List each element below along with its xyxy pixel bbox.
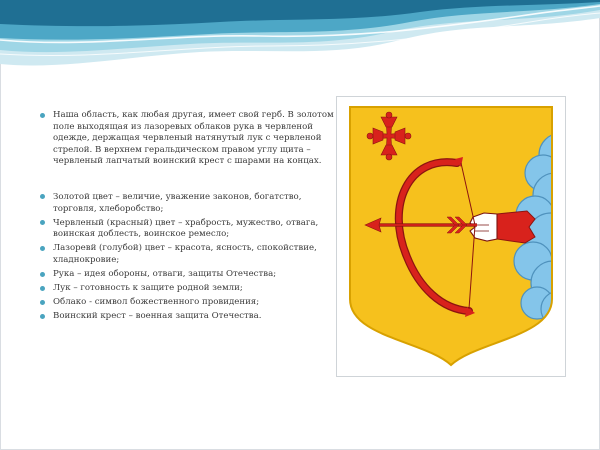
bullet-icon bbox=[40, 300, 45, 305]
bullet-icon bbox=[40, 286, 45, 291]
list-item: Облако - символ божественного провидения; bbox=[38, 297, 338, 309]
coat-of-arms-frame bbox=[336, 96, 566, 377]
bullet-list bbox=[38, 110, 338, 323]
bullet-icon bbox=[40, 272, 45, 277]
bullet-icon bbox=[40, 113, 45, 118]
bullet-icon bbox=[40, 246, 45, 251]
bullet-icon bbox=[40, 314, 45, 319]
list-item: Золотой цвет – величие, уважение законов, богатство, торговля, хлеборобство; bbox=[38, 192, 338, 215]
list-item: Лук – готовность к защите родной земли; bbox=[38, 283, 338, 295]
decorative-waves bbox=[0, 0, 600, 80]
list-item: Наша область, как любая другая, имеет свой герб. В золотом поле выходящая из лазоревых облаков рука в червленой одежде, держащая червленый натянутый лук с червленой стрелой. В верхнем геральдическом правом углу щита – червленый лапчатый воинский крест с шарами на концах. bbox=[38, 110, 338, 168]
list-item: Воинский крест – военная защита Отечества. bbox=[38, 311, 338, 323]
coat-of-arms-icon bbox=[337, 97, 565, 376]
bullet-icon bbox=[40, 194, 45, 199]
sleeve-shape bbox=[497, 211, 535, 243]
bullet-icon bbox=[40, 220, 45, 225]
text-block bbox=[38, 110, 338, 325]
list-item: Лазоревй (голубой) цвет – красота, ясность, спокойствие, хладнокровие; bbox=[38, 243, 338, 266]
list-item: Червленый (красный) цвет – храбрость, мужество, отвага, воинская доблесть, воинское ремесло; bbox=[38, 218, 338, 241]
list-item: Рука – идея обороны, отваги, защиты Отечества; bbox=[38, 269, 338, 281]
